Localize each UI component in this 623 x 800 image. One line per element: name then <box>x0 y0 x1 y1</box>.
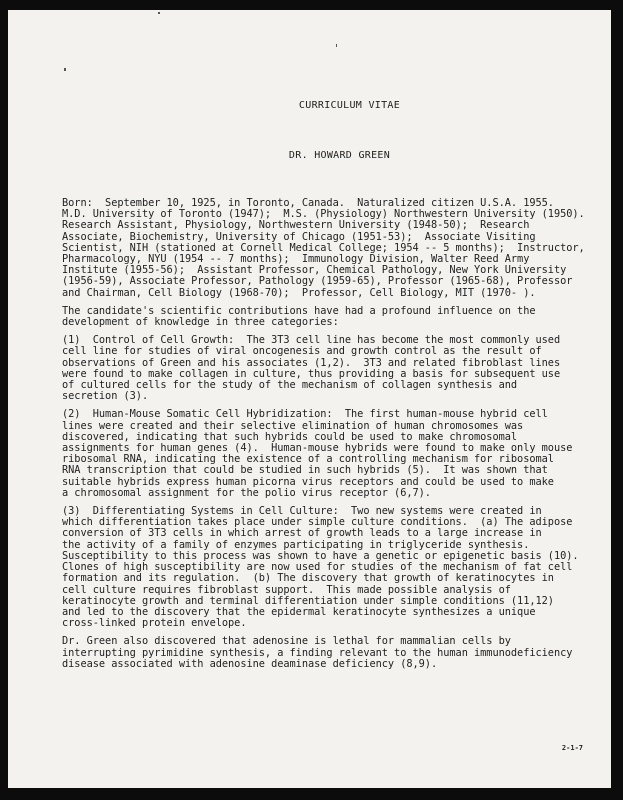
text-line: disease associated with adenosine deaminase deficiency (8,9). <box>62 657 438 670</box>
text-line: interrupting pyrimidine synthesis, a finding relevant to the human immunodeficiency <box>62 646 573 659</box>
text-line: assignments for human genes (4). Human-mouse hybrids were found to make only mouse <box>62 442 573 455</box>
text-line: M.D. University of Toronto (1947); M.S. (Physiology) Northwestern University (1950). <box>62 208 585 221</box>
paragraph <box>62 306 594 328</box>
paragraph <box>62 636 594 670</box>
text-line: Pharmacology, NYU (1954 -- 7 months); Immunology Division, Walter Reed Army <box>62 253 530 266</box>
text-line: suitable hybrids express human picorna virus receptors and could be used to make <box>62 475 554 488</box>
text-line: The candidate's scientific contributions have had a profound influence on the <box>62 304 536 317</box>
text-line: a chromosomal assignment for the polio virus receptor (6,7). <box>62 486 431 499</box>
document-page <box>8 10 611 788</box>
text-line: keratinocyte growth and terminal differentiation under simple conditions (11,12) <box>62 594 554 607</box>
text-line: discovered, indicating that such hybrids could be used to make chromosomal <box>62 430 518 443</box>
paragraph <box>62 506 594 629</box>
text-line: observations of Green and his associates (1,2). 3T3 and related fibroblast lines <box>62 356 561 369</box>
text-line: development of knowledge in three categories: <box>62 316 339 329</box>
text-line: Scientist, NIH (stationed at Cornell Medical College; 1954 -- 5 months); Instructor, <box>62 241 585 254</box>
text-line: were found to make collagen in culture, thus providing a basis for subsequent use <box>62 367 561 380</box>
text-line: Associate, Biochemistry, University of Chicago (1951-53); Associate Visiting <box>62 230 536 243</box>
text-line: lines were created and their selective elimination of human chromosomes was <box>62 419 524 432</box>
text-line: Dr. Green also discovered that adenosine is lethal for mammalian cells by <box>62 635 511 648</box>
document-title: CURRICULUM VITAE <box>298 100 401 111</box>
text-line: the activity of a family of enzymes participating in triglyceride synthesis. <box>62 538 530 551</box>
text-line: (2) Human-Mouse Somatic Cell Hybridization: The first human-mouse hybrid cell <box>62 408 548 421</box>
text-line: conversion of 3T3 cells in which arrest of growth leads to a large increase in <box>62 527 542 540</box>
document-body <box>62 198 594 670</box>
text-line: Clones of high susceptibility are now used for studies of the mechanism of fat cell <box>62 561 573 574</box>
speck <box>158 12 160 14</box>
text-line: (1) Control of Cell Growth: The 3T3 cell line has become the most commonly used <box>62 334 561 347</box>
text-line: cell line for studies of viral oncogenesis and growth control as the result of <box>62 345 542 358</box>
paragraph <box>62 409 594 499</box>
text-line: Institute (1955-56); Assistant Professor, Chemical Pathology, New York University <box>62 264 567 277</box>
text-line: ribosomal RNA, indicating the existence of a controlling mechanism for ribosomal <box>62 453 554 466</box>
speck <box>336 44 337 47</box>
paragraph <box>62 335 594 402</box>
text-line: and Chairman, Cell Biology (1968-70); Professor, Cell Biology, MIT (1970- ). <box>62 286 536 299</box>
text-line: secretion (3). <box>62 390 149 403</box>
text-line: and led to the discovery that the epidermal keratinocyte synthesizes a unique <box>62 605 536 618</box>
text-line: of cultured cells for the study of the mechanism of collagen synthesis and <box>62 379 518 392</box>
text-line: Research Assistant, Physiology, Northwestern University (1948-50); Research <box>62 219 530 232</box>
text-line: (3) Differentiating Systems in Cell Culture: Two new systems were created in <box>62 505 542 518</box>
text-line: (1956-59), Associate Professor, Pathology (1959-65), Professor (1965-68), Professor <box>62 275 573 288</box>
text-line: Born: September 10, 1925, in Toronto, Canada. Naturalized citizen U.S.A. 1955. <box>62 197 554 209</box>
paragraph <box>62 198 594 299</box>
text-line: formation and its regulation. (b) The discovery that growth of keratinocytes in <box>62 572 554 585</box>
candidate-name: DR. HOWARD GREEN <box>288 150 391 161</box>
text-line: which differentiation takes place under simple culture conditions. (a) The adipose <box>62 516 573 529</box>
page-footer-code: 2-1-7 <box>561 744 583 752</box>
text-line: Susceptibility to this process was shown to have a genetic or epigenetic basis (10). <box>62 549 579 562</box>
text-line: cell culture requires fibroblast support. This made possible analysis of <box>62 583 511 596</box>
text-line: cross-linked protein envelope. <box>62 617 247 630</box>
speck <box>64 68 66 71</box>
text-line: RNA transcription that could be studied in such hybrids (5). It was shown that <box>62 464 548 477</box>
